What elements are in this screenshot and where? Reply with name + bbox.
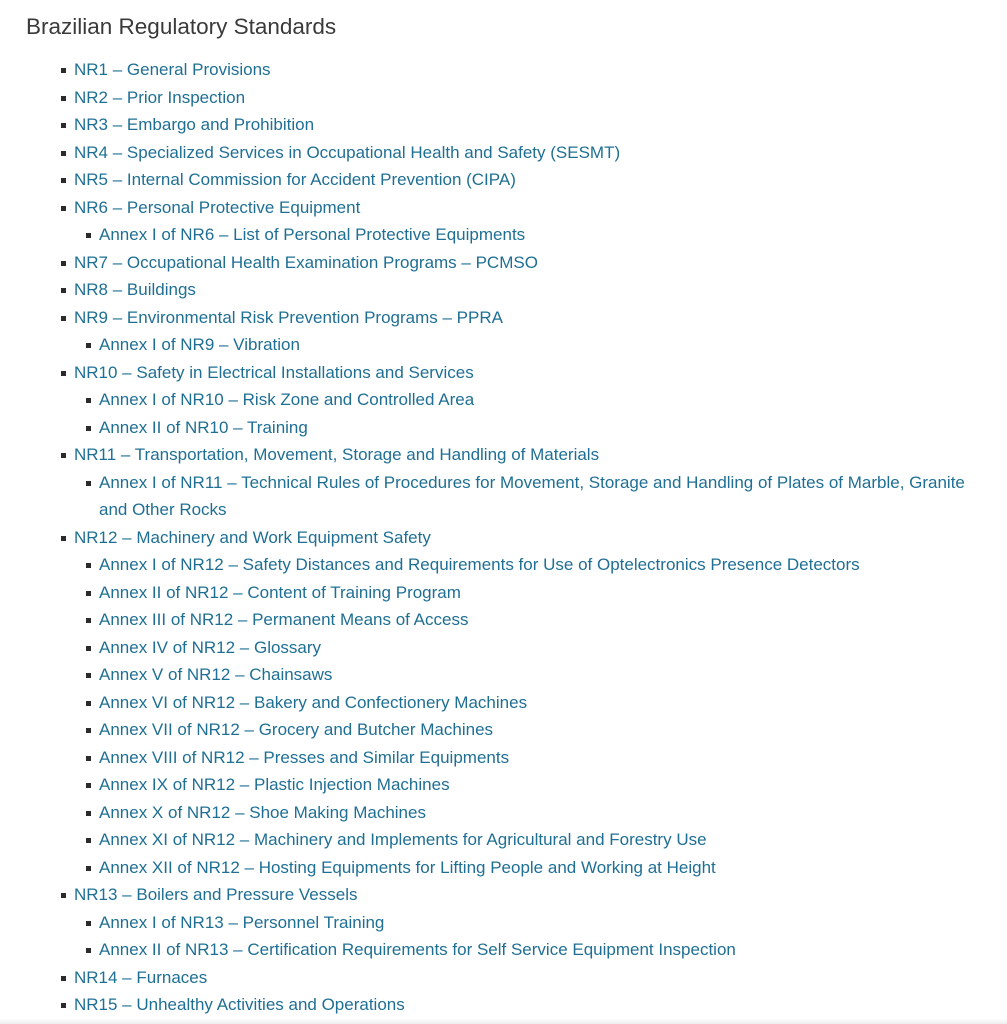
bullet-icon <box>61 206 66 211</box>
annex-list-item <box>0 689 1007 717</box>
standard-list-item <box>0 441 1007 469</box>
standard-link[interactable]: NR15 – Unhealthy Activities and Operations <box>74 995 405 1014</box>
bullet-icon <box>86 756 91 761</box>
standard-list-item <box>0 359 1007 387</box>
annex-group <box>0 469 1007 524</box>
bullet-icon <box>86 728 91 733</box>
annex-link[interactable]: Annex IX of NR12 – Plastic Injection Machines <box>99 775 450 794</box>
standard-link[interactable]: NR7 – Occupational Health Examination Programs – PCMSO <box>74 252 538 272</box>
annex-link[interactable]: Annex I of NR12 – Safety Distances and Requirements for Use of Optelectronics Presence Detectors <box>99 555 860 574</box>
standard-link[interactable]: NR4 – Specialized Services in Occupational Health and Safety (SESMT) <box>74 142 621 162</box>
standard-list-item <box>0 139 1007 167</box>
standard-list-item <box>0 249 1007 277</box>
standard-link[interactable]: NR14 – Furnaces <box>74 967 208 987</box>
standard-list-item <box>0 881 1007 909</box>
bullet-icon <box>61 261 66 266</box>
annex-group <box>0 909 1007 964</box>
bottom-fade <box>0 1018 1007 1024</box>
annex-group <box>0 551 1007 881</box>
bullet-icon <box>61 371 66 376</box>
bullet-icon <box>86 811 91 816</box>
bullet-icon <box>61 68 66 73</box>
annex-list <box>0 221 1007 249</box>
annex-list <box>0 469 1007 524</box>
bullet-icon <box>61 96 66 101</box>
bullet-icon <box>61 976 66 981</box>
annex-link[interactable]: Annex II of NR13 – Certification Requirements for Self Service Equipment Inspection <box>99 940 736 959</box>
standard-list-item <box>0 304 1007 332</box>
annex-list-item <box>0 331 1007 359</box>
annex-group <box>0 221 1007 249</box>
bullet-icon <box>86 398 91 403</box>
annex-link[interactable]: Annex X of NR12 – Shoe Making Machines <box>99 802 426 822</box>
page-title: Brazilian Regulatory Standards <box>26 14 337 39</box>
annex-list-item <box>0 221 1007 249</box>
standard-list-item <box>0 166 1007 194</box>
annex-link[interactable]: Annex I of NR6 – List of Personal Protective Equipments <box>99 225 526 244</box>
annex-list-item <box>0 771 1007 799</box>
bullet-icon <box>86 233 91 238</box>
standard-link[interactable]: NR13 – Boilers and Pressure Vessels <box>74 885 358 904</box>
standard-link[interactable]: NR10 – Safety in Electrical Installations and Services <box>74 362 474 382</box>
standard-list-item <box>0 991 1007 1019</box>
annex-group <box>0 386 1007 441</box>
bullet-icon <box>61 151 66 156</box>
annex-group <box>0 331 1007 359</box>
annex-list-item <box>0 606 1007 634</box>
annex-link[interactable]: Annex VII of NR12 – Grocery and Butcher Machines <box>99 720 494 739</box>
bullet-icon <box>61 453 66 458</box>
bullet-icon <box>61 536 66 541</box>
standard-link[interactable]: NR5 – Internal Commission for Accident Prevention (CIPA) <box>74 170 516 189</box>
annex-list <box>0 909 1007 964</box>
annex-list-item <box>0 744 1007 772</box>
standard-list-item <box>0 56 1007 84</box>
standard-link[interactable]: NR12 – Machinery and Work Equipment Safety <box>74 527 431 547</box>
bullet-icon <box>86 426 91 431</box>
bullet-icon <box>86 701 91 706</box>
standard-link[interactable]: NR9 – Environmental Risk Prevention Programs – PPRA <box>74 307 503 327</box>
bullet-icon <box>86 673 91 678</box>
annex-list-item <box>0 854 1007 882</box>
annex-link[interactable]: Annex I of NR9 – Vibration <box>99 335 300 354</box>
annex-link[interactable]: Annex IV of NR12 – Glossary <box>99 637 322 657</box>
annex-link[interactable]: Annex VI of NR12 – Bakery and Confectionery Machines <box>99 692 528 712</box>
bullet-icon <box>86 783 91 788</box>
standard-list-item <box>0 524 1007 552</box>
annex-list-item <box>0 551 1007 579</box>
annex-link[interactable]: Annex XI of NR12 – Machinery and Implements for Agricultural and Forestry Use <box>99 830 707 849</box>
annex-link[interactable]: Annex V of NR12 – Chainsaws <box>99 665 333 684</box>
annex-list-item <box>0 386 1007 414</box>
standard-list-item <box>0 276 1007 304</box>
bullet-icon <box>86 481 91 486</box>
annex-list-item <box>0 661 1007 689</box>
bullet-icon <box>61 178 66 183</box>
annex-list-item <box>0 414 1007 442</box>
standard-link[interactable]: NR8 – Buildings <box>74 280 196 299</box>
bullet-icon <box>61 288 66 293</box>
bullet-icon <box>86 563 91 568</box>
annex-link[interactable]: Annex I of NR10 – Risk Zone and Controlled Area <box>99 390 475 409</box>
annex-list <box>0 331 1007 359</box>
annex-link[interactable]: Annex I of NR13 – Personnel Training <box>99 912 385 932</box>
bullet-icon <box>86 838 91 843</box>
annex-list-item <box>0 469 1007 524</box>
annex-list-item <box>0 826 1007 854</box>
annex-list-item <box>0 579 1007 607</box>
standard-link[interactable]: NR11 – Transportation, Movement, Storage and Handling of Materials <box>74 445 600 464</box>
standard-link[interactable]: NR6 – Personal Protective Equipment <box>74 197 361 217</box>
bullet-icon <box>86 591 91 596</box>
bullet-icon <box>61 893 66 898</box>
annex-list <box>0 386 1007 441</box>
annex-list-item <box>0 936 1007 964</box>
standard-list-item <box>0 84 1007 112</box>
annex-list-item <box>0 909 1007 937</box>
annex-list-item <box>0 799 1007 827</box>
annex-link[interactable]: Annex XII of NR12 – Hosting Equipments for Lifting People and Working at Height <box>99 857 716 877</box>
annex-link[interactable]: Annex VIII of NR12 – Presses and Similar Equipments <box>99 747 510 767</box>
annex-link[interactable]: Annex II of NR10 – Training <box>99 417 308 437</box>
standard-link[interactable]: NR2 – Prior Inspection <box>74 87 246 107</box>
annex-link[interactable]: Annex III of NR12 – Permanent Means of Access <box>99 610 469 629</box>
bullet-icon <box>86 343 91 348</box>
standard-link[interactable]: NR3 – Embargo and Prohibition <box>74 115 315 134</box>
annex-link[interactable]: Annex I of NR11 – Technical Rules of Procedures for Movement, Storage and Handling of Plates of Marble, Granite and Other Rocks <box>99 472 965 519</box>
standard-list-item <box>0 194 1007 222</box>
annex-list <box>0 551 1007 881</box>
standard-list-item <box>0 111 1007 139</box>
bullet-icon <box>86 866 91 871</box>
annex-list-item <box>0 716 1007 744</box>
bullet-icon <box>61 1003 66 1008</box>
bullet-icon <box>86 618 91 623</box>
standard-list-item <box>0 964 1007 992</box>
annex-list-item <box>0 634 1007 662</box>
standard-link[interactable]: NR1 – General Provisions <box>74 60 271 79</box>
bullet-icon <box>86 646 91 651</box>
bullet-icon <box>61 316 66 321</box>
bullet-icon <box>86 921 91 926</box>
bullet-icon <box>86 948 91 953</box>
bullet-icon <box>61 123 66 128</box>
annex-link[interactable]: Annex II of NR12 – Content of Training Program <box>99 582 461 602</box>
standards-list <box>0 56 1007 1019</box>
